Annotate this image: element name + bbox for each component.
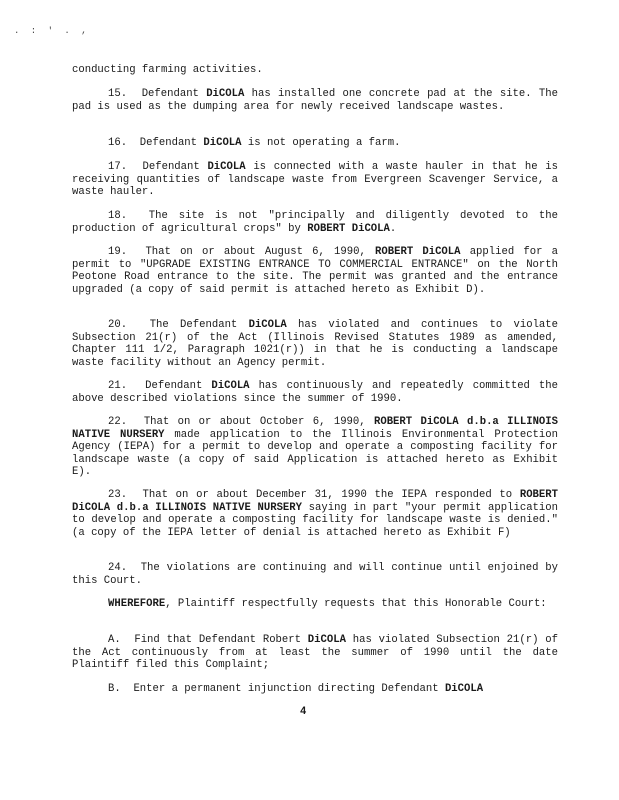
para-text: Defendant <box>141 88 207 100</box>
para-number: 17. <box>108 161 128 173</box>
para-text: The violations are continuing and will continue until enjoined by this Court. <box>72 562 558 587</box>
para-text: has violated Subsection 21(r) of the Act continuously from at least the summer of 1990 until the date Plaintiff filed this Complaint; <box>72 634 558 672</box>
para-number: 18. <box>108 210 128 222</box>
para-number: 24. <box>108 562 128 574</box>
para-text: Defendant <box>145 380 212 392</box>
bold-text: DiCOLA <box>203 137 242 149</box>
para-text: Defendant <box>139 137 204 149</box>
bold-text: DiCOLA <box>206 88 245 100</box>
para-text: applied for a permit to "UPGRADE EXISTING ENTRANCE TO COMMERCIAL ENTRANCE" on the North Peotone Road entrance to the site. The permit was granted and the entrance upgraded (a copy of said permit is attached hereto as Exhibit D). <box>72 246 558 296</box>
para-continuation <box>72 64 558 77</box>
para-text: . <box>389 222 397 235</box>
para-text: has violated and continues to violate Subsection 21(r) of the Act (Illinois Revised Statutes 1989 as amended, Chapter 111 1/2, Paragraph 1021(r)) in that he is conducting a landscape waste facility without an Agency permit. <box>72 319 558 369</box>
para-text: Find that Defendant Robert <box>134 634 308 646</box>
para-text: Defendant <box>142 161 208 173</box>
para-number: 15. <box>108 88 128 100</box>
bold-text: DiCOLA <box>307 634 346 646</box>
bold-text: DiCOLA <box>248 319 287 331</box>
para-number: A. <box>108 634 121 646</box>
para-22 <box>72 416 558 479</box>
para-19 <box>72 246 558 296</box>
para-text: That on or about August 6, 1990, <box>145 246 376 258</box>
para-number: 21. <box>108 380 128 392</box>
bold-text: DiCOLA <box>444 683 484 695</box>
bold-text: DiCOLA <box>211 380 250 392</box>
para-text: made application to the Illinois Environmental Protection Agency (IEPA) for a permit to develop and operate a composting facility for landscape waste (a copy of said Application is attached hereto as Exhibit E). <box>72 428 558 479</box>
para-23 <box>72 489 558 539</box>
para-21 <box>72 380 558 405</box>
bold-text: ROBERT DiCOLA <box>307 222 390 235</box>
para-text: That on or about October 6, 1990, <box>143 416 374 428</box>
para-number: 19. <box>108 246 128 258</box>
bold-text: DiCOLA <box>207 161 246 173</box>
para-number: B. <box>108 683 121 695</box>
para-text: The site is not "principally and diligently devoted to the production of agricultural crops" by <box>72 210 558 235</box>
para-17 <box>72 161 558 199</box>
para-number: 16. <box>108 137 128 149</box>
page-number: 4 <box>300 706 307 718</box>
para-text: is not operating a farm. <box>241 137 401 149</box>
para-number: 23. <box>108 489 128 501</box>
para-A <box>72 634 558 672</box>
para-number: 20. <box>108 319 128 331</box>
para-text: has installed one concrete pad at the site. The pad is used as the dumping area for newly received landscape wastes. <box>72 88 558 113</box>
bold-text: ROBERT DiCOLA d.b.a ILLINOIS NATIVE NURSERY <box>72 489 558 514</box>
para-24 <box>72 562 558 587</box>
bold-text: ROBERT DiCOLA d.b.a ILLINOIS NATIVE NURSERY <box>72 416 558 441</box>
para-number: 22. <box>108 416 128 428</box>
para-wherefore <box>72 598 558 611</box>
para-text: saying in part "your permit application to develop and operate a composting facility for landscape waste is denied." (a copy of the IEPA letter of denial is attached hereto as Exhibit F) <box>72 501 558 539</box>
scan-specks: . : ' . , <box>14 26 90 36</box>
para-15 <box>72 88 558 113</box>
document-page <box>72 0 558 800</box>
para-18 <box>72 210 558 235</box>
para-text: , Plaintiff respectfully requests that this Honorable Court: <box>165 598 547 610</box>
para-text: The Defendant <box>149 319 249 331</box>
para-text: has continuously and repeatedly committed the above described violations since the summer of 1990. <box>72 380 559 405</box>
bold-text: WHEREFORE <box>108 598 166 610</box>
para-B <box>72 683 558 696</box>
para-text: That on or about December 31, 1990 the IEPA responded to <box>142 489 520 501</box>
para-text: conducting farming activities. <box>72 64 263 76</box>
bold-text: ROBERT DiCOLA <box>375 246 461 258</box>
para-20 <box>72 319 558 369</box>
para-text: is connected with a waste hauler in that he is receiving quantities of landscape waste from Evergreen Scavenger Service, a waste hauler. <box>72 161 558 199</box>
para-16 <box>72 137 558 150</box>
para-text: Enter a permanent injunction directing Defendant <box>133 683 445 695</box>
